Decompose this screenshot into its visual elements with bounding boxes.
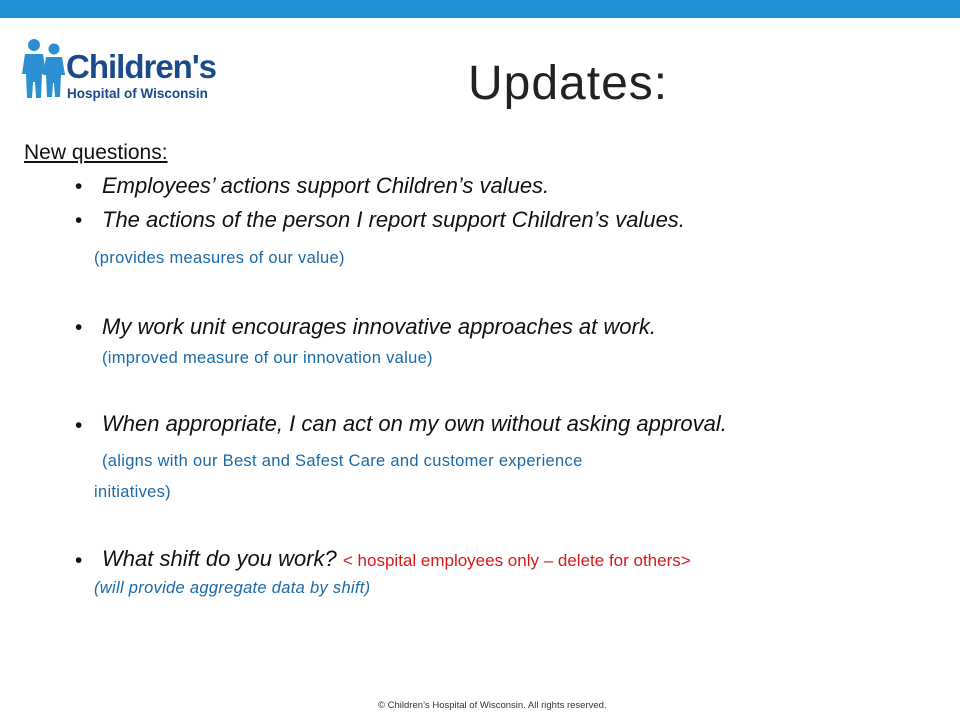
bullet-marker: • <box>75 316 83 339</box>
question-note-care-line1: (aligns with our Best and Safest Care and customer experience <box>102 452 583 470</box>
bullet-marker: • <box>75 209 83 232</box>
copyright-footer: © Children’s Hospital of Wisconsin. All rights reserved. <box>378 700 607 711</box>
hospital-only-note: < hospital employees only – delete for others> <box>342 551 691 570</box>
question-item-5 <box>102 546 691 572</box>
bullet-marker: • <box>75 549 83 572</box>
top-accent-bar <box>0 0 960 18</box>
bullet-marker: • <box>75 414 83 437</box>
logo-subname: Hospital of Wisconsin <box>67 86 208 101</box>
question-item-3: My work unit encourages innovative approaches at work. <box>102 314 656 339</box>
logo-name: Children's <box>66 48 217 85</box>
question-item-5-text: What shift do you work? <box>102 546 337 571</box>
childrens-hospital-logo <box>22 36 232 102</box>
question-item-2: The actions of the person I report support Children’s values. <box>102 207 685 232</box>
question-item-4: When appropriate, I can act on my own without asking approval. <box>102 411 727 436</box>
section-heading: New questions: <box>24 141 168 164</box>
question-note-care-line2: initiatives) <box>94 483 171 501</box>
question-note-innovation: (improved measure of our innovation value) <box>102 349 433 367</box>
question-item-1: Employees’ actions support Children’s values. <box>102 173 550 198</box>
question-note-shift: (will provide aggregate data by shift) <box>94 579 371 597</box>
bullet-marker: • <box>75 175 83 198</box>
question-note-value: (provides measures of our value) <box>94 249 345 267</box>
children-figures-icon <box>22 38 66 100</box>
page-title: Updates: <box>468 57 669 110</box>
